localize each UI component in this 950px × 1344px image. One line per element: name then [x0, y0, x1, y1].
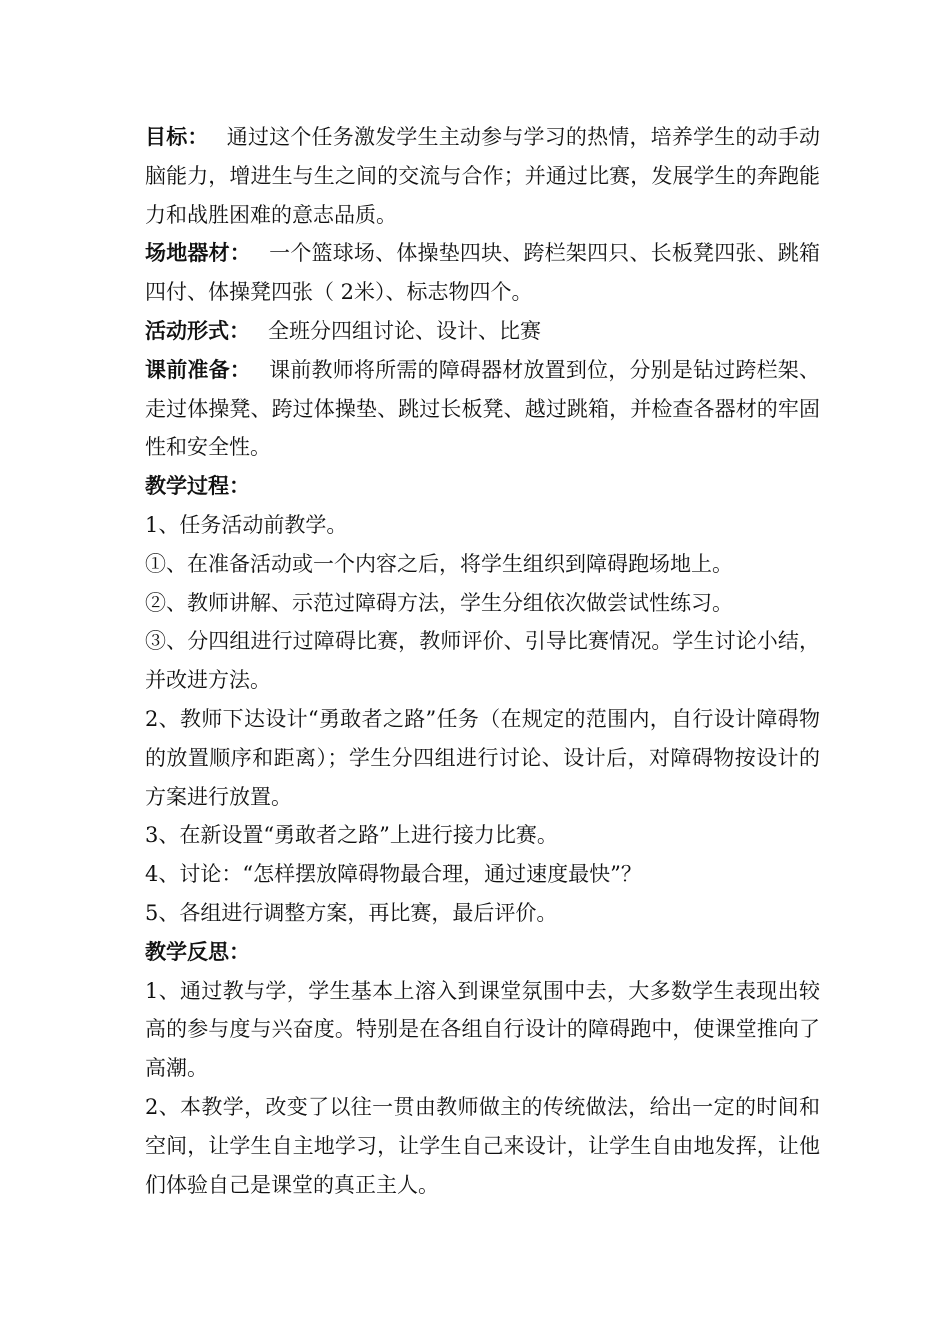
process-item: ②、教师讲解、示范过障碍方法，学生分组依次做尝试性练习。 — [145, 590, 733, 615]
activity-paragraph — [145, 312, 820, 351]
process-heading: 教学过程： — [145, 473, 250, 499]
preparation-text: 课前教师将所需的障碍器材放置到位，分别是钻过跨栏架、走过体操凳、跨过体操垫、跳过长板凳、越过跳箱，并检查各器材的牢固性和安全性。 — [145, 357, 820, 460]
process-item: ①、在准备活动或一个内容之后，将学生组织到障碍跑场地上。 — [145, 551, 733, 576]
process-item: ③、分四组进行过障碍比赛，教师评价、引导比赛情况。学生讨论小结，并改进方法。 — [145, 629, 820, 693]
preparation-label: 课前准备： — [145, 356, 251, 382]
reflection-item: 1、通过教与学，学生基本上溶入到课堂氛围中去，大多数学生表现出较高的参与度与兴奋度。特别是在各组自行设计的障碍跑中，使课堂推向了高潮。 — [145, 978, 820, 1081]
equipment-label: 场地器材： — [145, 240, 251, 266]
equipment-paragraph — [145, 234, 820, 312]
activity-text: 全班分四组讨论、设计、比赛 — [268, 318, 541, 343]
goal-paragraph — [145, 118, 820, 234]
activity-label: 活动形式： — [145, 317, 250, 343]
goal-text: 通过这个任务激发学生主动参与学习的热情，培养学生的动手动脑能力，增进生与生之间的交流与合作；并通过比赛，发展学生的奔跑能力和战胜困难的意志品质。 — [145, 125, 821, 227]
process-item: 2、教师下达设计“勇敢者之路”任务（在规定的范围内，自行设计障碍物的放置顺序和距离）；学生分四组进行讨论、设计后，对障碍物按设计的方案进行放置。 — [145, 706, 820, 809]
reflection-item: 2、本教学，改变了以往一贯由教师做主的传统做法，给出一定的时间和空间，让学生自主地学习，让学生自己来设计，让学生自由地发挥，让他们体验自己是课堂的真正主人。 — [145, 1094, 820, 1197]
process-item: 1、任务活动前教学。 — [145, 512, 348, 537]
process-item: 4、讨论：“怎样摆放障碍物最合理，通过速度最快”？ — [145, 862, 642, 887]
goal-label: 目标： — [145, 124, 209, 149]
process-item: 3、在新设置“勇敢者之路”上进行接力比赛。 — [145, 823, 558, 848]
preparation-paragraph — [145, 351, 820, 467]
process-item: 5、各组进行调整方案，再比赛，最后评价。 — [145, 900, 558, 925]
document-body — [145, 118, 820, 1204]
reflection-heading: 教学反思： — [145, 938, 250, 964]
equipment-text: 一个篮球场、体操垫四块、跨栏架四只、长板凳四张、跳箱四付、体操凳四张（ 2米）、标志物四个。 — [145, 241, 820, 305]
